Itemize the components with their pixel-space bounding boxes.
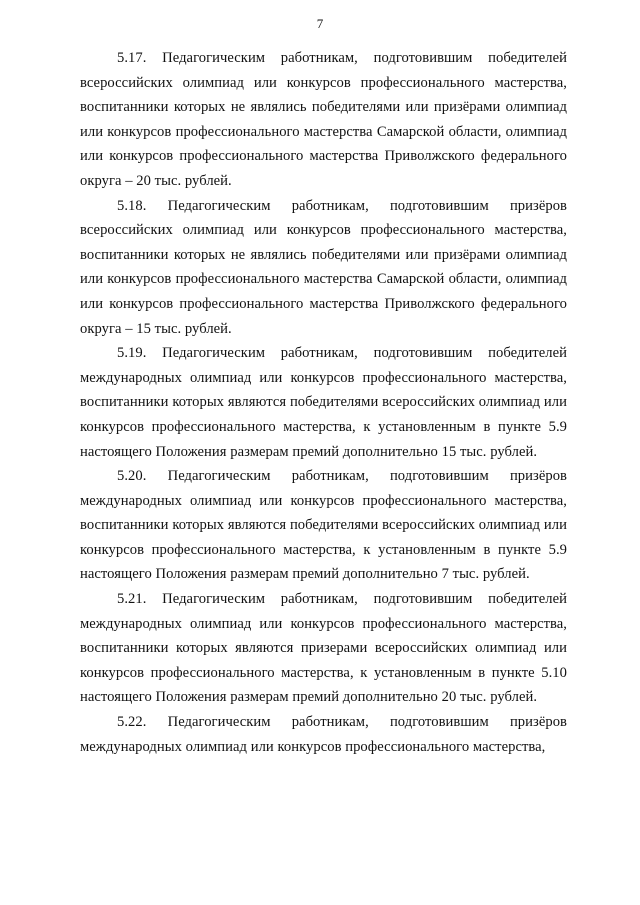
paragraph-5-22: 5.22. Педагогическим работникам, подготовившим призёров международных олимпиад или конкурсов профессионального мастерства, [80, 714, 567, 755]
paragraph-5-21: 5.21. Педагогическим работникам, подготовившим победителей международных олимпиад или конкурсов профессионального мастерства, воспитанники которых являются призерами всероссийских олимпиад или конкурсов профессионального мастерства, к установленным в пункте 5.10 настоящего Положения размерам премий дополнительно 20 тыс. рублей. [80, 591, 567, 706]
page-number: 7 [316, 16, 324, 31]
paragraph-5-20: 5.20. Педагогическим работникам, подготовившим призёров международных олимпиад или конкурсов профессионального мастерства, воспитанники которых являются победителями всероссийских олимпиад или конкурсов профессионального мастерства, к установленным в пункте 5.9 настоящего Положения размерам премий дополнительно 7 тыс. рублей. [80, 468, 567, 583]
paragraph-5-17: 5.17. Педагогическим работникам, подготовившим победителей всероссийских олимпиад или конкурсов профессионального мастерства, воспитанники которых не являлись победителями или призёрами олимпиад или конкурсов профессионального мастерства Самарской области, олимпиад или конкурсов профессионального мастерства Приволжского федерального округа – 20 тыс. рублей. [80, 50, 567, 189]
document-body [80, 46, 567, 759]
paragraph-5-19: 5.19. Педагогическим работникам, подготовившим победителей международных олимпиад или конкурсов профессионального мастерства, воспитанники которых являются победителями всероссийских олимпиад или конкурсов профессионального мастерства, к установленным в пункте 5.9 настоящего Положения размерам премий дополнительно 15 тыс. рублей. [80, 345, 567, 460]
paragraph-5-18: 5.18. Педагогическим работникам, подготовившим призёров всероссийских олимпиад или конкурсов профессионального мастерства, воспитанники которых не являлись победителями или призёрами олимпиад или конкурсов профессионального мастерства Самарской области, олимпиад или конкурсов профессионального мастерства Приволжского федерального округа – 15 тыс. рублей. [80, 197, 567, 337]
